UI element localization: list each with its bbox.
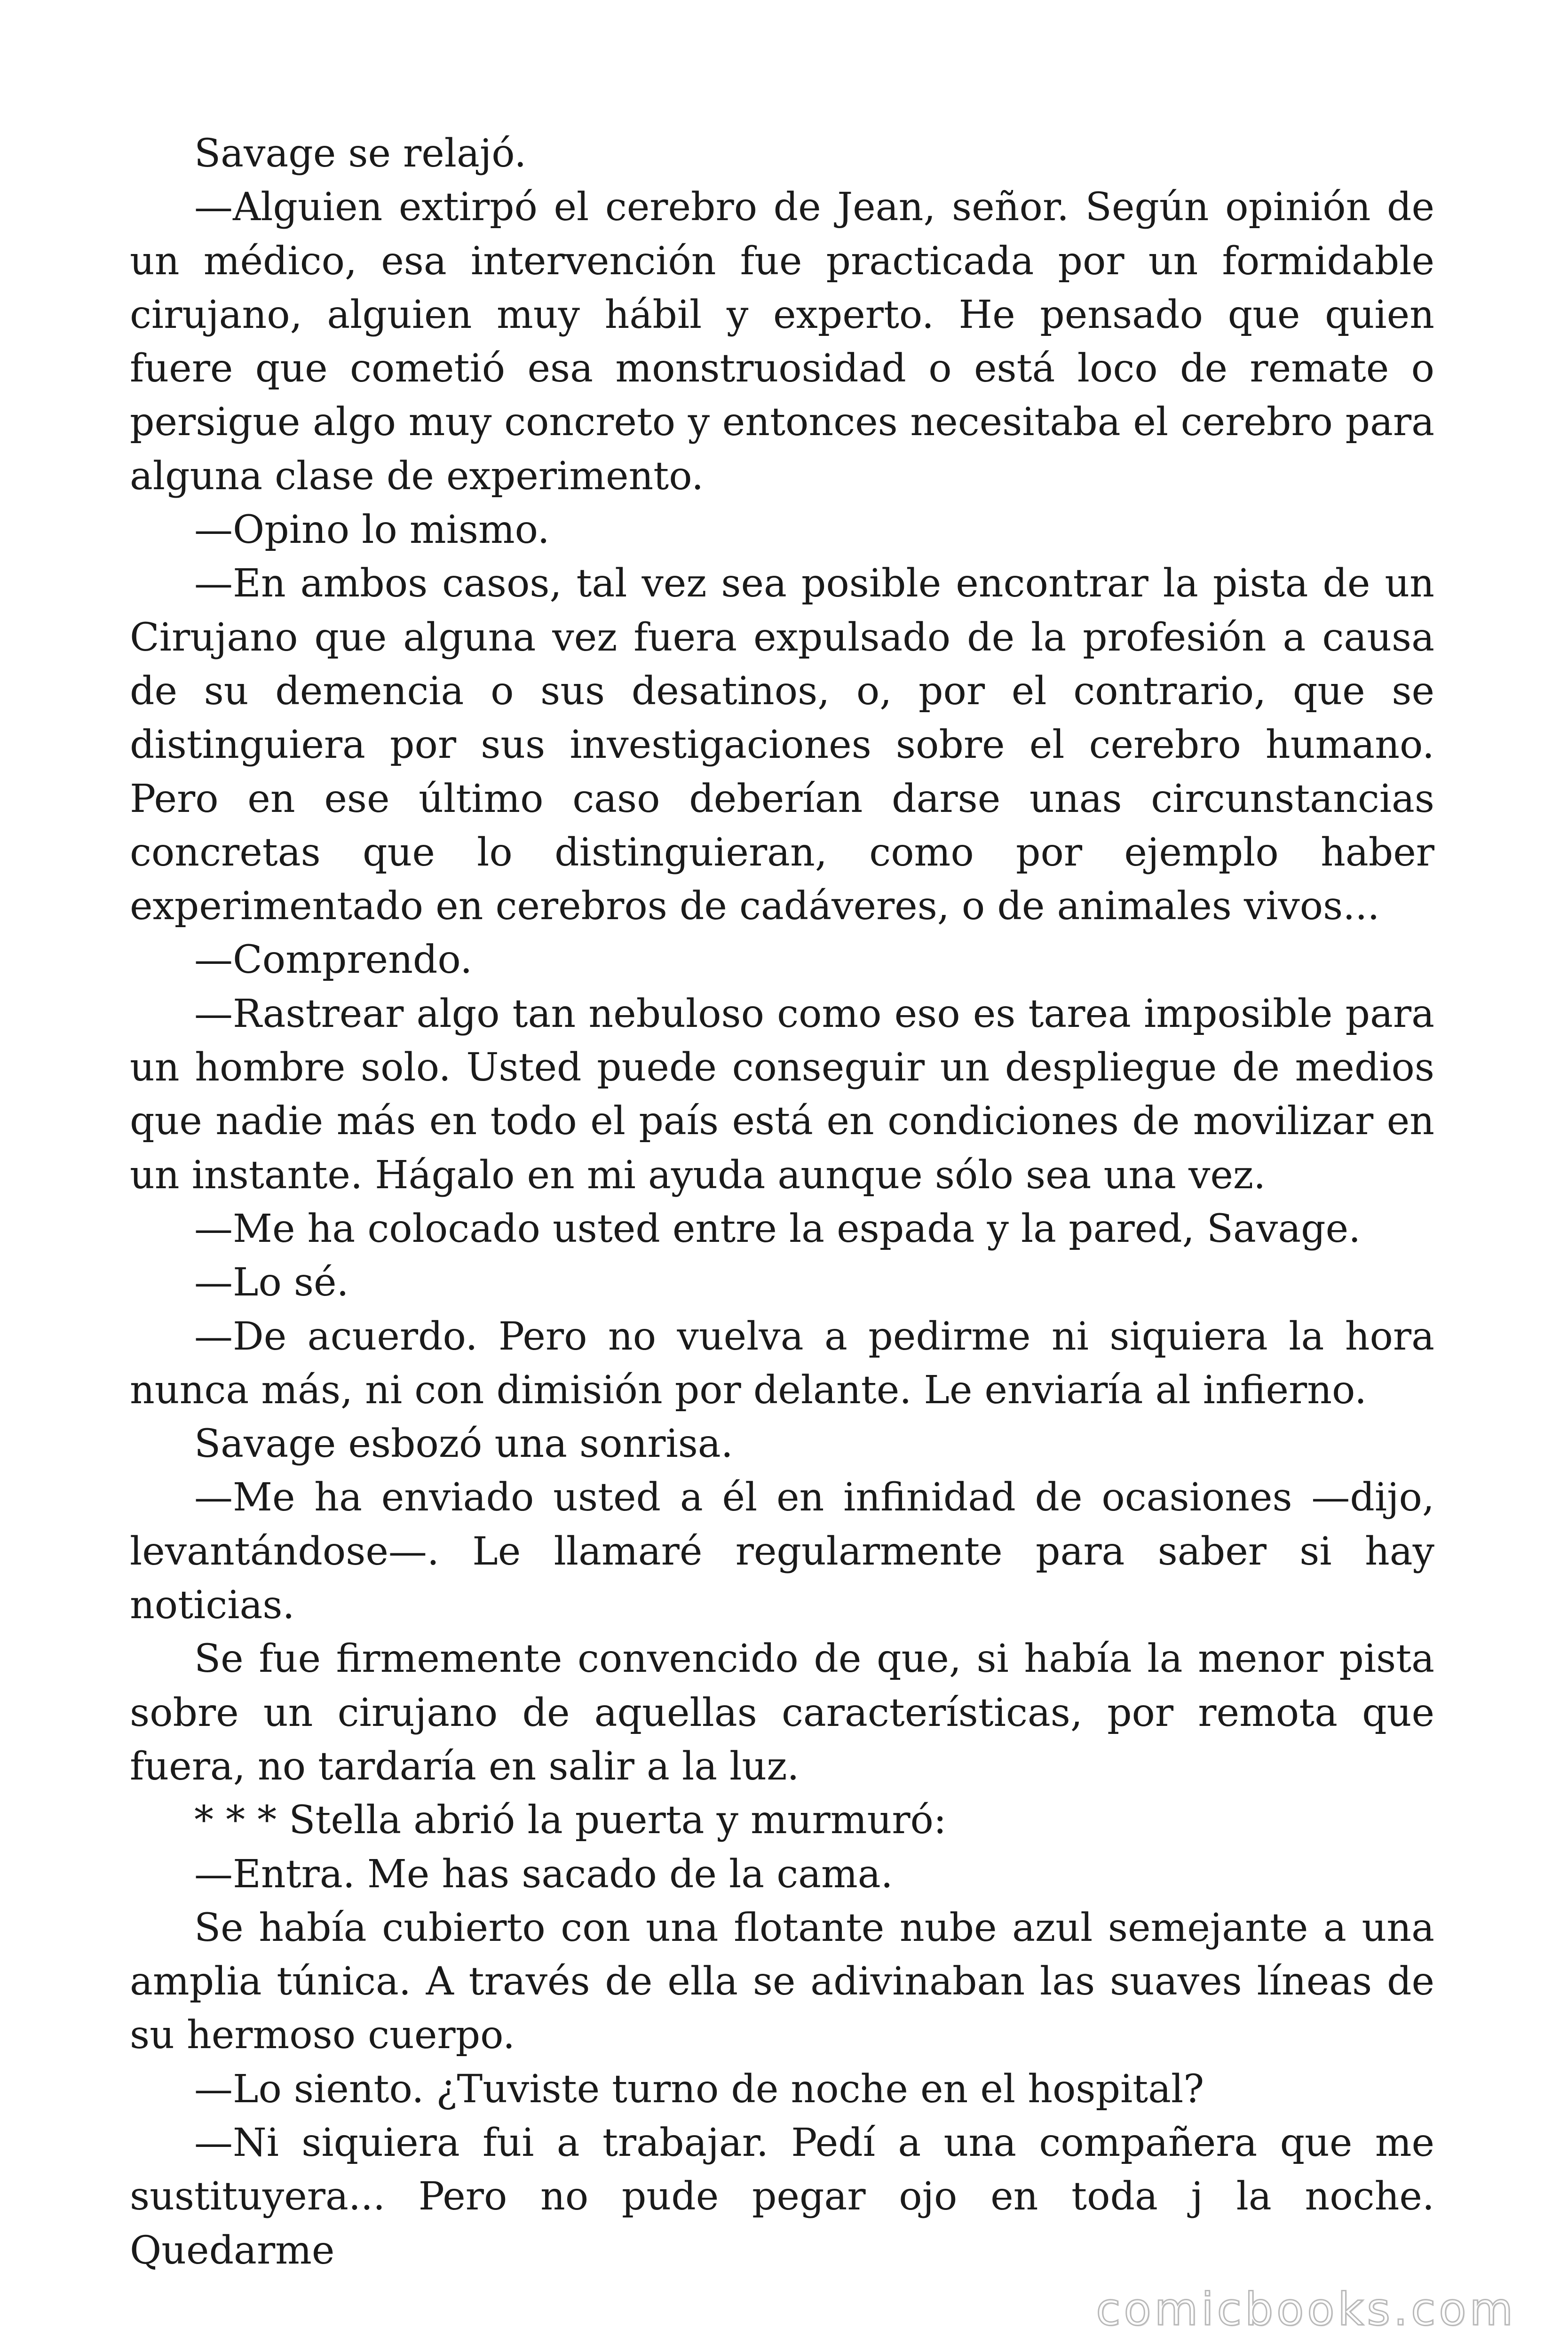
paragraph: —Comprendo. bbox=[194, 938, 473, 983]
paragraph: —Opino lo mismo. bbox=[194, 508, 550, 553]
paragraph: —Entra. Me has sacado de la cama. bbox=[194, 1851, 893, 1897]
paragraph: Se fue firmemente convencido de que, si había la menor pista sobre un cirujano de aquellas características, por remota que fuera, no tardaría en salir a la luz. bbox=[130, 1637, 1434, 1789]
paragraph: —Lo sé. bbox=[194, 1260, 349, 1305]
paragraph: —De acuerdo. Pero no vuelva a pedirme ni siquiera la hora nunca más, ni con dimisión por delante. Le enviaría al infierno. bbox=[130, 1314, 1434, 1413]
paragraph: Savage se relajó. bbox=[194, 131, 527, 176]
paragraph: * * * Stella abrió la puerta y murmuró: bbox=[194, 1798, 947, 1843]
watermark: comicbooks.com bbox=[1096, 2284, 1516, 2336]
paragraph: —Lo siento. ¿Tuviste turno de noche en el hospital? bbox=[194, 2066, 1204, 2112]
page-body bbox=[130, 127, 1434, 2278]
paragraph: Savage esbozó una sonrisa. bbox=[194, 1422, 733, 1467]
paragraph: —Me ha colocado usted entre la espada y la pared, Savage. bbox=[194, 1206, 1361, 1251]
paragraph: —Rastrear algo tan nebuloso como eso es tarea imposible para un hombre solo. Usted puede conseguir un despliegue de medios que nadie más en todo el país está en condiciones de movilizar en un instante. Hágalo en mi ayuda aunque sólo sea una vez. bbox=[130, 991, 1434, 1198]
paragraph: —Me ha enviado usted a él en infinidad de ocasiones —dijo, levantándose—. Le llamaré regularmente para saber si hay noticias. bbox=[130, 1475, 1434, 1628]
paragraph: —Alguien extirpó el cerebro de Jean, señor. Según opinión de un médico, esa intervención fue practicada por un formidable cirujano, alguien muy hábil y experto. He pensado que quien fuere que cometió esa monstruosidad o está loco de remate o persigue algo muy concreto y entonces necesitaba el cerebro para alguna clase de experimento. bbox=[130, 185, 1434, 499]
paragraph: Se había cubierto con una flotante nube azul semejante a una amplia túnica. A través de ella se adivinaban las suaves líneas de su hermoso cuerpo. bbox=[130, 1905, 1434, 2058]
paragraph: —En ambos casos, tal vez sea posible encontrar la pista de un Cirujano que alguna vez fuera expulsado de la profesión a causa de su demencia o sus desatinos, o, por el contrario, que se distinguiera por sus investigaciones sobre el cerebro humano. Pero en ese último caso deberían darse unas circunstancias concretas que lo distinguieran, como por ejemplo haber experimentado en cerebros de cadáveres, o de animales vivos... bbox=[130, 561, 1434, 929]
paragraph: —Ni siquiera fui a trabajar. Pedí a una compañera que me sustituyera... Pero no pude pegar ojo en toda j la noche. Quedarme bbox=[130, 2120, 1434, 2273]
